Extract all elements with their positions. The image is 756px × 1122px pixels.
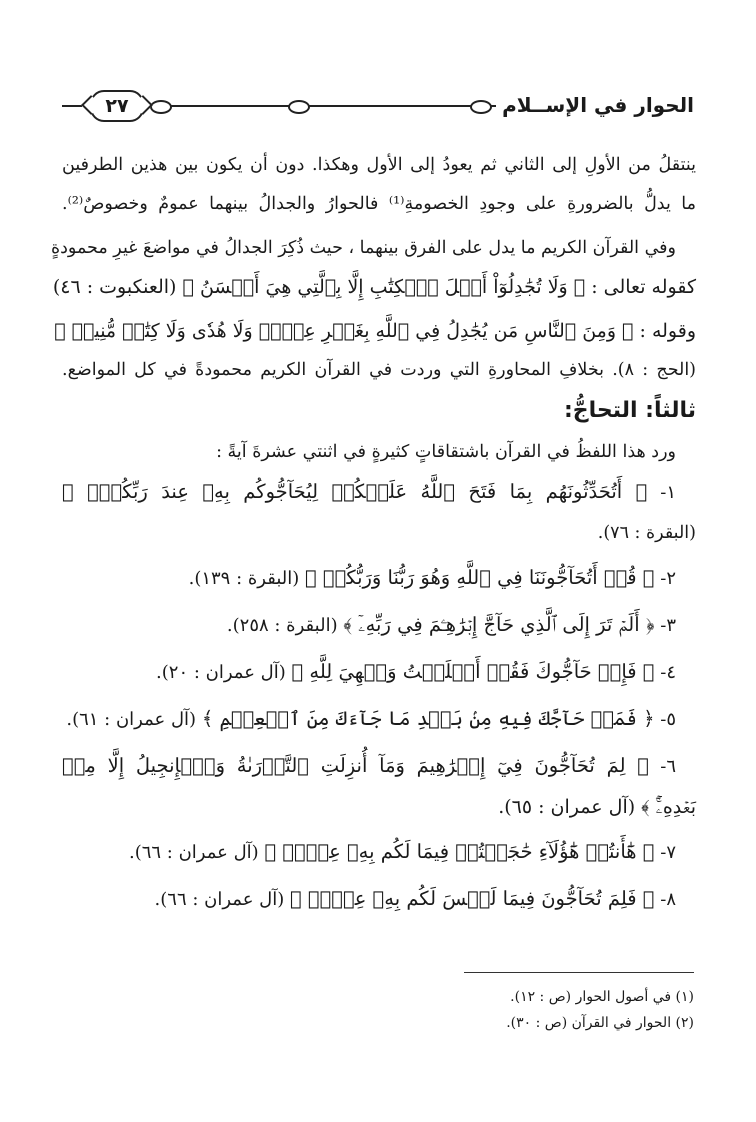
list-item xyxy=(62,562,696,595)
item-number: ٢- xyxy=(660,568,676,589)
header-ornament-oval xyxy=(470,100,492,114)
section-heading: ثالثاً: التحاجُّ: xyxy=(563,398,696,423)
body-line: وفي القرآن الكريم ما يدل على الفرق بينهما ، حيث ذُكِرَ الجدالُ في مواضعَ غيرِ محمودةٍ xyxy=(50,238,676,258)
section-intro: ورد هذا اللفظُ في القرآن باشتقاقاتٍ كثيرةٍ في اثنتي عشرةَ آيةً : xyxy=(216,442,676,462)
list-item xyxy=(62,836,696,869)
footnote: (١) في أصول الحوار (ص : ١٢). xyxy=(510,989,694,1005)
ayah-reference: (آل عمران : ٦٦). xyxy=(154,889,285,910)
page-body xyxy=(50,150,697,916)
body-line: (الحج : ٨). بخلافِ المحاورةِ التي وردت في القرآن الكريم محمودةً في كل المواضع. xyxy=(62,360,697,380)
ayah-quote: ﴿ أَلَمۡ تَرَ إِلَى ٱلَّذِي حَآجَّ إِبۡرَٰهِـۧمَ فِي رَبِّهِۦٓ ﴾ xyxy=(343,613,655,636)
ayah-reference: (آل عمران : ٢٠). xyxy=(156,662,286,683)
footnotes xyxy=(60,984,694,1036)
body-line: وقوله : ﴿ وَمِنَ ٱلنَّاسِ مَن يُجَٰدِلُ فِي ٱللَّهِ بِغَيۡرِ عِلۡمٖ وَلَا هُدٗى وَلَا كِتَٰبٖ مُّنِيرٖ ﴾ xyxy=(54,320,696,342)
running-header xyxy=(62,88,694,124)
list-item-continuation: (البقرة : ٧٦). xyxy=(597,523,696,543)
item-number: ٤- xyxy=(660,662,676,683)
footnote-separator xyxy=(464,972,694,973)
list-item xyxy=(62,750,696,783)
list-item xyxy=(62,883,696,916)
item-number: ١- xyxy=(660,482,676,503)
header-ornament-oval xyxy=(288,100,310,114)
ayah-quote: ﴿ هَٰٓأَنتُمۡ هَٰٓؤُلَآءِ حَٰجَجۡتُمۡ فِيمَا لَكُم بِهِۦ عِلۡمٞ ﴾ xyxy=(264,840,655,863)
footnote: (٢) الحوار في القرآن (ص : ٣٠). xyxy=(506,1015,694,1031)
list-item xyxy=(62,609,696,642)
running-title: الحوار في الإســلام xyxy=(496,88,694,122)
item-number: ٦- xyxy=(660,756,676,777)
item-number: ٧- xyxy=(660,842,676,863)
item-number: ٥- xyxy=(660,709,676,730)
body-line: كقوله تعالى : ﴿ وَلَا تُجَٰدِلُوٓاْ أَهۡلَ ٱلۡكِتَٰبِ إِلَّا بِٱلَّتِي هِيَ أَحۡسَنُ ﴾ (العنكبوت : ٤٦) xyxy=(52,276,696,298)
list-item xyxy=(62,656,696,689)
ayah-quote: ﴿ أَتُحَدِّثُونَهُم بِمَا فَتَحَ ٱللَّهُ عَلَيۡكُمۡ لِيُحَآجُّوكُم بِهِۦ عِندَ رَبِّكُمۡۚ ﴾ xyxy=(62,480,648,503)
list-item xyxy=(62,703,696,736)
ayah-quote: ﴿ فَمَنۡ حَآجَّكَ فِيهِ مِنۢ بَعۡدِ مَا جَآءَكَ مِنَ ٱلۡعِلۡمِ ﴾ xyxy=(201,707,655,730)
list-item xyxy=(62,476,696,509)
list-item-continuation: بَعۡدِهِۦٓۚ ﴾ (آل عمران : ٦٥). xyxy=(498,796,696,818)
page-number: ٢٧ xyxy=(90,90,144,122)
ayah-quote: ﴿ لِمَ تُحَآجُّونَ فِيٓ إِبۡرَٰهِيمَ وَمَآ أُنزِلَتِ ٱلتَّوۡرَىٰةُ وَٱلۡإِنجِيلُ إِلَّا مِنۢ xyxy=(62,754,649,777)
ayah-reference: (آل عمران : ٦١). xyxy=(66,709,197,730)
ayah-quote: ﴿ قُلۡ أَتُحَآجُّونَنَا فِي ٱللَّهِ وَهُوَ رَبُّنَا وَرَبُّكُمۡ ﴾ xyxy=(305,566,655,589)
ayah-reference: (آل عمران : ٦٦). xyxy=(128,842,259,863)
header-rule xyxy=(62,105,82,107)
item-number: ٣- xyxy=(660,615,676,636)
ayah-reference: (البقرة : ٢٥٨). xyxy=(226,615,338,636)
ayah-reference: (البقرة : ١٣٩). xyxy=(188,568,300,589)
ayah-quote: ﴿ فَإِنۡ حَآجُّوكَ فَقُلۡ أَسۡلَمۡتُ وَجۡهِيَ لِلَّهِ ﴾ xyxy=(291,660,655,683)
body-line: ما يدلُّ بالضرورةِ على وجودِ الخصومةِ⁽¹⁾ فالحوارُ والجدالُ بينهما عمومٌ وخصوصٌ⁽²⁾. xyxy=(62,194,696,214)
body-line: ينتقلُ من الأولِ إلى الثاني ثم يعودُ إلى الأول وهكذا. دون أن يكون بين هذين الطرفين xyxy=(62,155,696,175)
item-number: ٨- xyxy=(660,889,676,910)
header-ornament-oval xyxy=(150,100,172,114)
ayah-quote: ﴿ فَلِمَ تُحَآجُّونَ فِيمَا لَيۡسَ لَكُم بِهِۦ عِلۡمٞ ﴾ xyxy=(290,887,655,910)
